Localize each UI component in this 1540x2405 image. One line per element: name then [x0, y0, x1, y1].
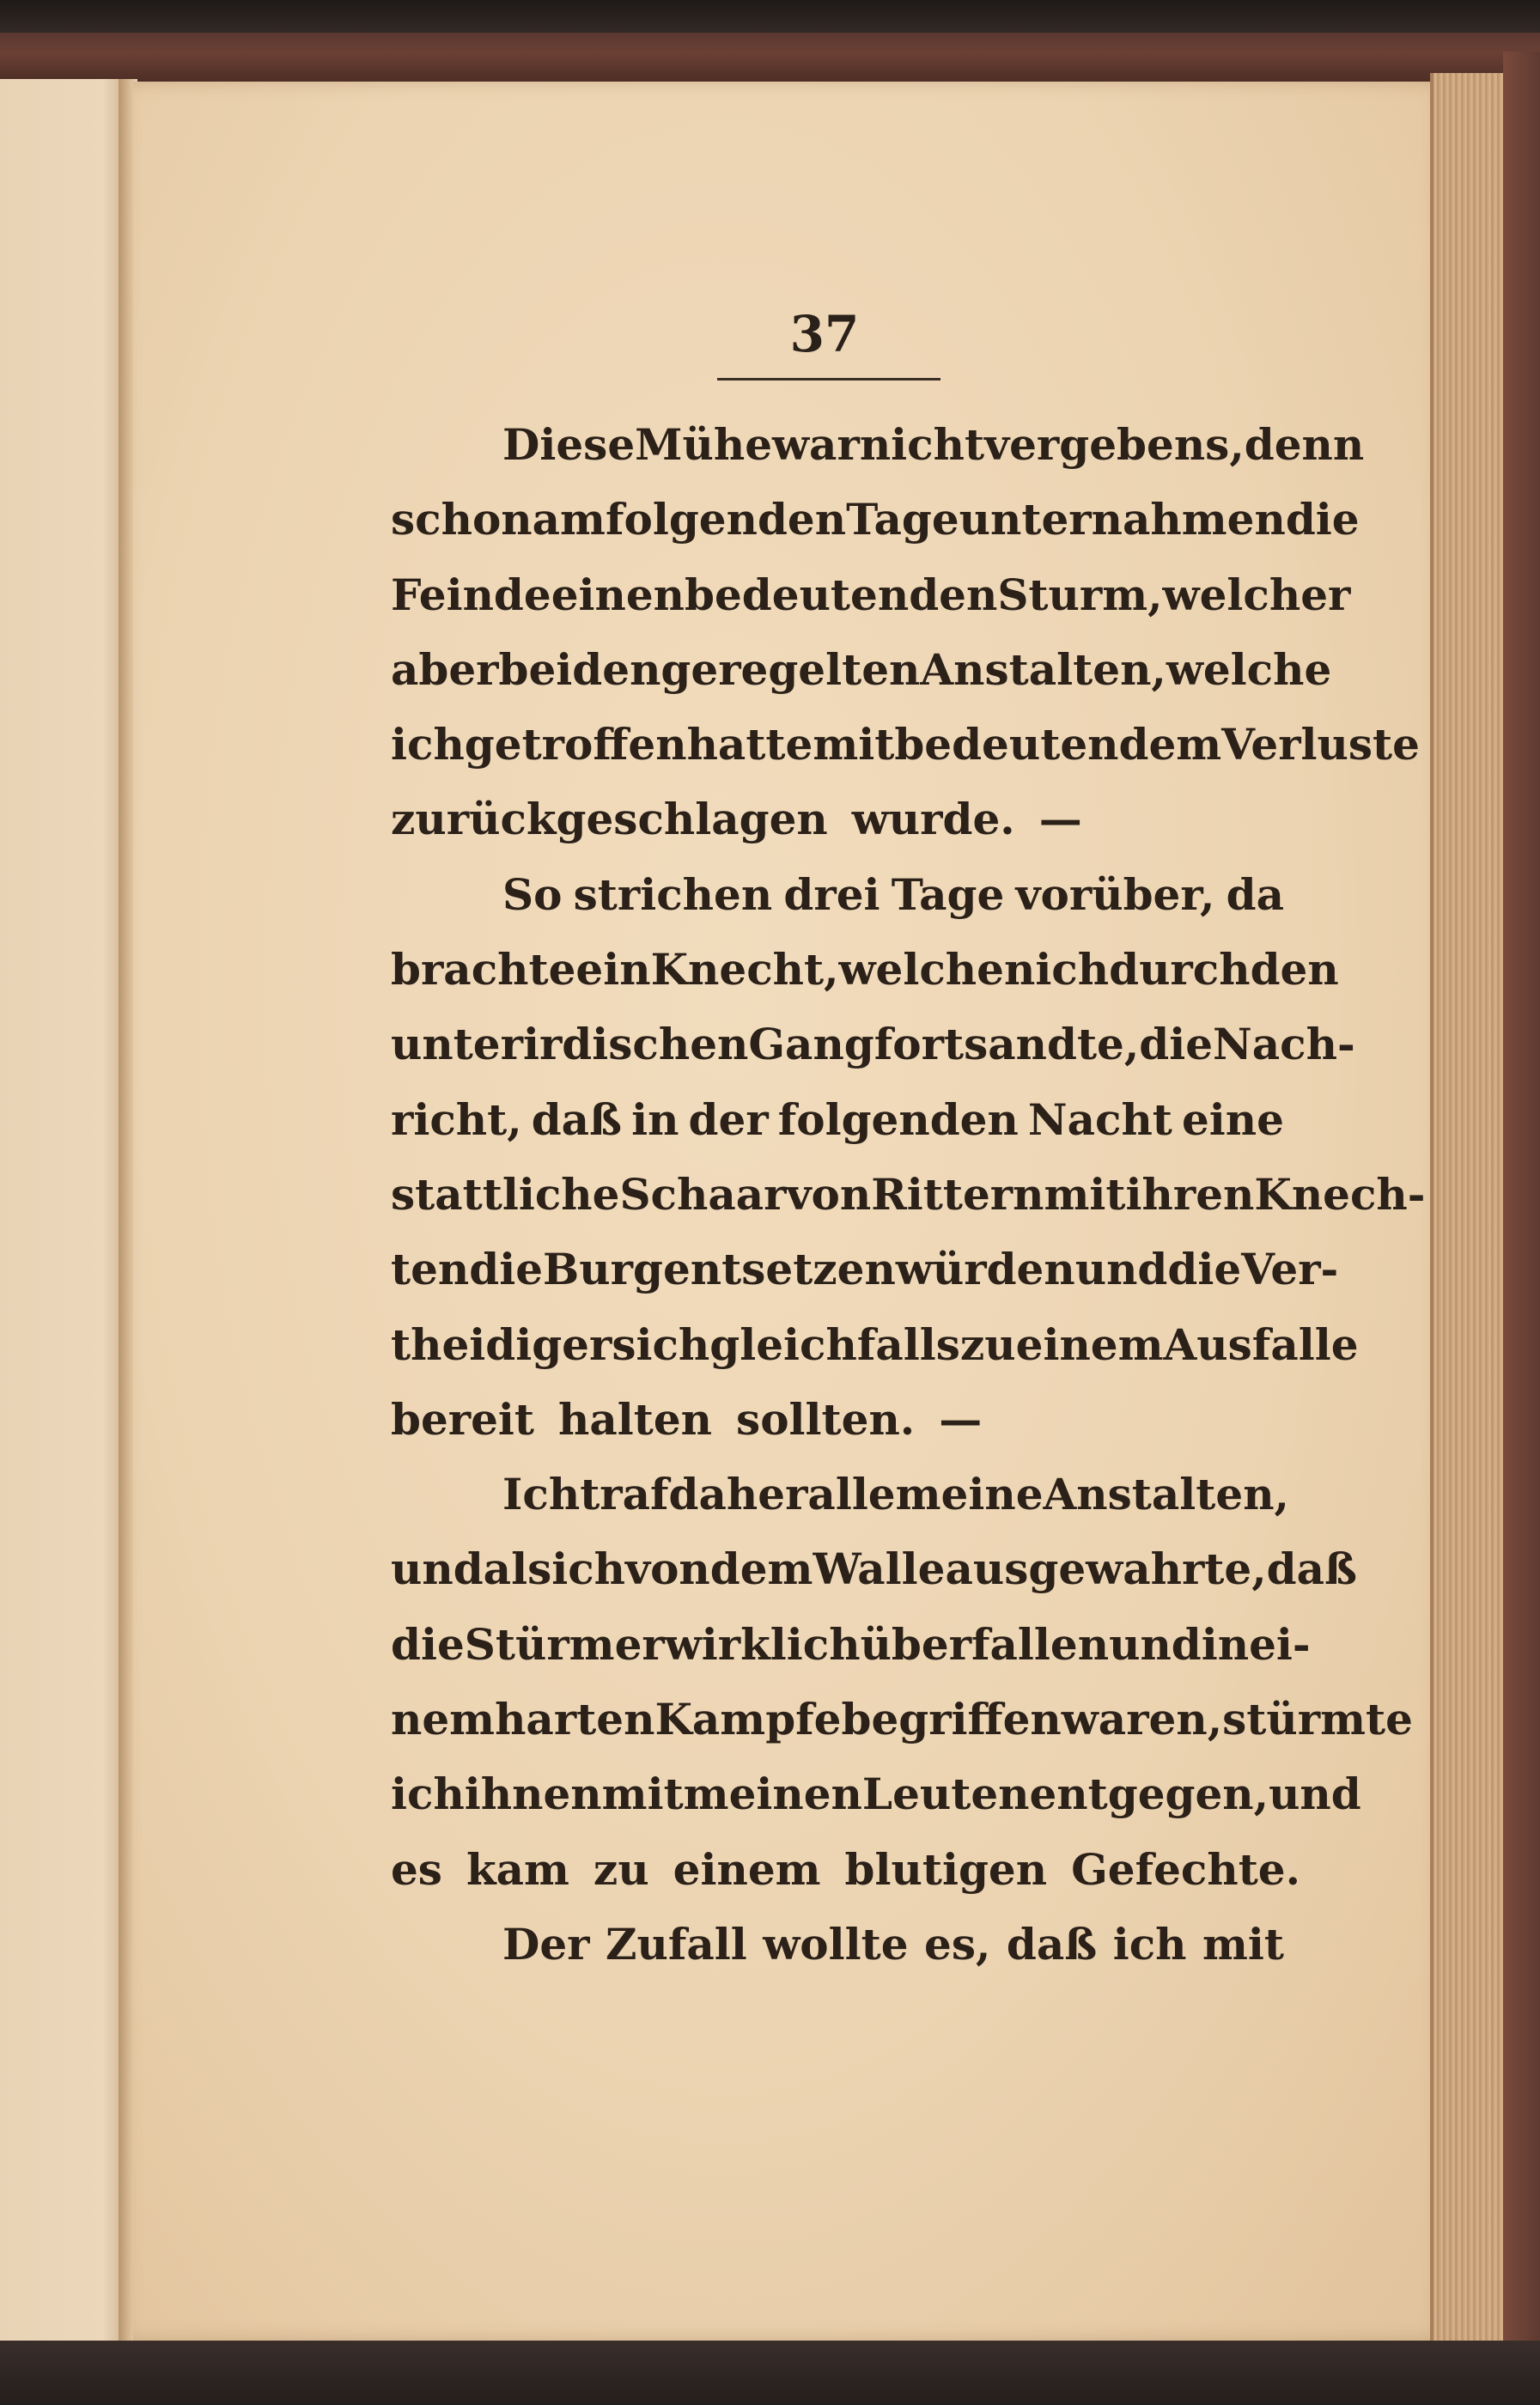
- word: aber: [391, 643, 499, 695]
- body-text: [391, 419, 1426, 1994]
- word: ein: [575, 944, 651, 995]
- word: es: [391, 1843, 442, 1895]
- word: überfallen: [860, 1618, 1110, 1670]
- word: Kampfe: [654, 1694, 842, 1745]
- book-cover-edge: [0, 33, 1540, 84]
- word: Burg: [543, 1244, 663, 1295]
- text-line: [391, 1168, 1426, 1244]
- word: von: [625, 1543, 710, 1595]
- text-line: [391, 869, 1284, 944]
- word: ich: [1112, 1918, 1187, 1970]
- word: Ich: [502, 1469, 581, 1520]
- word: den: [1250, 944, 1339, 995]
- text-line: [391, 419, 1365, 494]
- word: Gefechte.: [1071, 1843, 1301, 1895]
- word: war: [772, 419, 860, 470]
- word: würden: [895, 1244, 1075, 1295]
- word: entgegen,: [1029, 1769, 1269, 1820]
- word: Zufall: [606, 1918, 747, 1970]
- word: strichen: [573, 868, 773, 920]
- word: ich: [391, 1769, 465, 1820]
- word: von: [786, 1168, 872, 1220]
- word: getroffen: [464, 719, 687, 770]
- word: daher: [668, 1469, 808, 1520]
- text-line: [391, 794, 1284, 868]
- word: und: [1269, 1769, 1361, 1820]
- word: ich: [1035, 944, 1110, 995]
- word: ich: [391, 719, 465, 770]
- word: Ver-: [1241, 1244, 1339, 1295]
- word: bedeutendem: [894, 719, 1222, 770]
- word: in: [1201, 1618, 1250, 1670]
- word: vergebens,: [984, 419, 1245, 470]
- word: entsetzen: [662, 1244, 896, 1295]
- text-line: [391, 1543, 1357, 1618]
- text-line: [391, 1618, 1311, 1694]
- word: Stürmer: [464, 1618, 665, 1670]
- word: ten: [391, 1244, 470, 1295]
- word: drei: [783, 868, 880, 920]
- word: nicht: [859, 419, 985, 470]
- word: waren,: [1061, 1694, 1223, 1745]
- word: Verluste: [1221, 719, 1420, 770]
- word: stattliche: [391, 1168, 620, 1220]
- word: Tage: [846, 494, 959, 545]
- text-line: [391, 719, 1420, 794]
- word: sollten.: [736, 1393, 916, 1445]
- text-line: [391, 1318, 1359, 1394]
- word: die: [1167, 1244, 1242, 1295]
- text-line: [391, 1244, 1339, 1318]
- text-line: [391, 643, 1332, 719]
- word: eine: [1181, 1093, 1284, 1145]
- word: nem: [391, 1694, 496, 1745]
- word: zu: [593, 1843, 649, 1895]
- word: welche: [1166, 643, 1332, 695]
- word: die: [391, 1618, 465, 1670]
- word: die: [1285, 494, 1360, 545]
- word: welchen: [838, 944, 1036, 995]
- word: einem: [673, 1843, 821, 1895]
- word: begriffen: [841, 1694, 1062, 1745]
- word: daß: [531, 1093, 623, 1145]
- word: schon: [391, 494, 533, 545]
- text-line: [391, 1394, 1284, 1469]
- word: durch: [1109, 944, 1251, 995]
- word: gleichfalls: [709, 1318, 960, 1370]
- word: richt,: [391, 1093, 522, 1145]
- word: die: [469, 1244, 544, 1295]
- word: daß: [1266, 1543, 1357, 1595]
- word: —: [1038, 794, 1082, 845]
- word: dem: [709, 1543, 813, 1595]
- word: einem: [1015, 1318, 1164, 1370]
- word: alle: [807, 1469, 896, 1520]
- word: als: [483, 1543, 552, 1595]
- word: Leuten: [861, 1769, 1030, 1820]
- text-line: [391, 1843, 1301, 1919]
- word: wurde.: [851, 794, 1015, 845]
- word: kam: [466, 1843, 569, 1895]
- word: bedeutenden: [685, 569, 998, 620]
- word: stürmte: [1222, 1694, 1413, 1745]
- word: Rittern: [871, 1168, 1044, 1220]
- word: mit: [1202, 1918, 1284, 1970]
- word: mit: [601, 1769, 684, 1820]
- text-line: [391, 1919, 1284, 1994]
- word: Der: [502, 1918, 590, 1970]
- word: harten: [495, 1694, 655, 1745]
- word: den: [572, 643, 661, 695]
- scan-background-bottom: [0, 2341, 1540, 2405]
- word: denn: [1244, 419, 1365, 470]
- word: und: [391, 1543, 484, 1595]
- word: ich: [551, 1543, 626, 1595]
- word: Anstalten,: [1043, 1469, 1289, 1520]
- word: mit: [1044, 1168, 1126, 1220]
- word: Gang: [748, 1019, 874, 1070]
- word: meine: [895, 1469, 1044, 1520]
- word: Ausfalle: [1163, 1318, 1359, 1370]
- word: folgenden: [605, 494, 847, 545]
- text-line: [391, 494, 1360, 569]
- word: traf: [580, 1469, 669, 1520]
- book-cover-right: [1503, 52, 1540, 2405]
- text-line: [391, 1769, 1361, 1843]
- text-line: [391, 1694, 1413, 1769]
- word: einen: [551, 569, 685, 620]
- word: —: [939, 1393, 983, 1445]
- page-stack-edge: [1430, 73, 1511, 2358]
- word: und: [1074, 1244, 1168, 1295]
- word: folgenden: [777, 1093, 1019, 1145]
- word: wirklich: [664, 1618, 861, 1670]
- text-line: [391, 1094, 1284, 1169]
- word: gewahrte,: [1028, 1543, 1267, 1595]
- word: Anstalten,: [920, 643, 1166, 695]
- word: Mühe: [635, 419, 773, 470]
- word: sich: [612, 1318, 710, 1370]
- word: Nach-: [1213, 1019, 1355, 1070]
- word: hatte: [686, 719, 813, 770]
- word: mit: [813, 719, 895, 770]
- word: unternahmen: [959, 494, 1286, 545]
- word: bei: [498, 643, 573, 695]
- word: Nacht: [1027, 1093, 1172, 1145]
- word: brachte: [391, 944, 576, 995]
- word: So: [502, 868, 563, 920]
- word: vorüber,: [1015, 868, 1215, 920]
- word: Schaar: [619, 1168, 787, 1220]
- word: ihnen: [464, 1769, 602, 1820]
- text-line: [391, 1019, 1355, 1093]
- word: wollte: [763, 1918, 909, 1970]
- word: da: [1226, 868, 1284, 920]
- word: ihren: [1125, 1168, 1255, 1220]
- header-rule: [717, 378, 940, 381]
- word: geregelten: [660, 643, 921, 695]
- text-line: [391, 944, 1339, 1019]
- word: und: [1109, 1618, 1202, 1670]
- word: Tage: [891, 868, 1005, 920]
- page-number: 37: [789, 305, 860, 363]
- word: die: [1139, 1019, 1214, 1070]
- text-line: [391, 1469, 1289, 1543]
- word: in: [631, 1093, 679, 1145]
- word: aus: [945, 1543, 1029, 1595]
- word: Sturm,: [997, 569, 1163, 620]
- word: daß: [1006, 1918, 1098, 1970]
- word: unterirdischen: [391, 1019, 749, 1070]
- word: Knecht,: [650, 944, 839, 995]
- word: bereit: [391, 1393, 535, 1445]
- text-line: [391, 569, 1351, 644]
- word: meinen: [683, 1769, 862, 1820]
- word: welcher: [1162, 569, 1351, 620]
- left-page-edge: [0, 79, 131, 2347]
- word: blutigen: [844, 1843, 1048, 1895]
- word: ei-: [1249, 1618, 1311, 1670]
- word: zurückgeschlagen: [391, 794, 828, 845]
- word: der: [688, 1093, 769, 1145]
- word: Knech-: [1254, 1168, 1426, 1220]
- word: Walle: [813, 1543, 946, 1595]
- word: Feinde: [391, 569, 551, 620]
- word: Diese: [502, 419, 636, 470]
- word: halten: [558, 1393, 713, 1445]
- word: am: [532, 494, 606, 545]
- word: es,: [924, 1918, 991, 1970]
- word: zu: [959, 1318, 1016, 1370]
- word: fortsandte,: [873, 1019, 1140, 1070]
- word: theidiger: [391, 1318, 612, 1370]
